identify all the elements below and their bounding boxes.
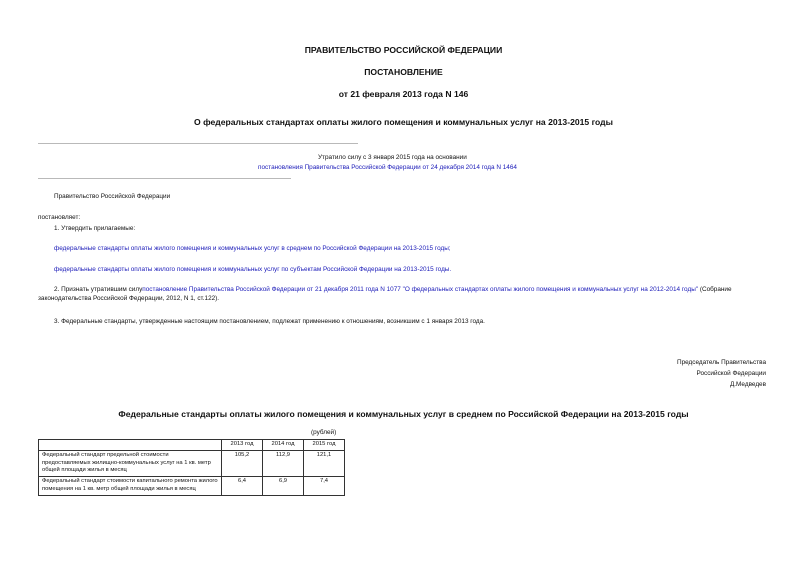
signature-position: Председатель Правительства <box>677 359 766 366</box>
table-cell: 6,9 <box>263 477 304 496</box>
table-cell: 112,9 <box>263 450 304 476</box>
item-1-text: 1. Утвердить прилагаемые: <box>54 225 136 232</box>
standards-table <box>38 439 345 496</box>
repeal-note: Утратило силу с 3 января 2015 года на основании <box>318 154 467 161</box>
table-header-blank <box>39 440 222 451</box>
annex-unit: (рублей) <box>311 429 337 436</box>
document-date-number: от 21 февраля 2013 года N 146 <box>338 89 469 99</box>
signature-block <box>677 357 766 390</box>
table-row-label: Федеральный стандарт предельной стоимости предоставляемых жилищно-коммунальных услуг на 1 кв. метр общей площади жилья в месяц <box>39 450 222 476</box>
intro-text: Правительство Российской Федерации <box>54 193 171 200</box>
signature-name: Д.Медведев <box>729 381 766 388</box>
note-top-divider <box>38 143 358 144</box>
note-bottom-divider <box>38 178 291 179</box>
table-row <box>39 477 345 496</box>
table-cell: 6,4 <box>222 477 263 496</box>
annex-title: Федеральные стандарты оплаты жилого помещения и коммунальных услуг в среднем по Российской Федерации на 2013-2015 годы <box>118 409 689 419</box>
table-cell: 105,2 <box>222 450 263 476</box>
table-cell: 121,1 <box>304 450 345 476</box>
signature-country: Российской Федерации <box>696 370 766 377</box>
item-2-suffix: (Собрание законодательства Российской Федерации, 2012, N 1, ст.122). <box>38 286 732 302</box>
government-heading: ПРАВИТЕЛЬСТВО РОССИЙСКОЙ ФЕДЕРАЦИИ <box>304 45 503 55</box>
item-2-prefix: 2. Признать утратившим силу <box>54 286 143 293</box>
standards-regions-link[interactable]: федеральные стандарты оплаты жилого помещения и коммунальных услуг по субъектам Российской Федерации на 2013-2015 годы. <box>54 266 452 273</box>
table-row-label: Федеральный стандарт стоимости капитального ремонта жилого помещения на 1 кв. метр общей площади жилья в месяц <box>39 477 222 496</box>
document-type: ПОСТАНОВЛЕНИЕ <box>364 67 443 77</box>
item-2-paragraph <box>38 286 773 303</box>
table-header-row <box>39 440 345 451</box>
table-header-cell: 2013 год <box>222 440 263 451</box>
table-header-cell: 2014 год <box>263 440 304 451</box>
repeal-link[interactable]: постановления Правительства Российской Федерации от 24 декабря 2014 года N 1464 <box>258 164 517 171</box>
item-3-text: 3. Федеральные стандарты, утвержденные настоящим постановлением, подлежат применению к отношениям, возникшим с 1 января 2013 года. <box>54 318 485 325</box>
table-header-cell: 2015 год <box>304 440 345 451</box>
decides-text: постановляет: <box>38 214 81 221</box>
table-row <box>39 450 345 476</box>
table-cell: 7,4 <box>304 477 345 496</box>
standards-average-link[interactable]: федеральные стандарты оплаты жилого помещения и коммунальных услуг в среднем по Российской Федерации на 2013-2015 годы; <box>54 245 451 252</box>
document-title: О федеральных стандартах оплаты жилого помещения и коммунальных услуг на 2013-2015 годы <box>194 117 613 127</box>
repealed-resolution-link[interactable]: постановление Правительства Российской Федерации от 21 декабря 2011 года N 1077 "О федеральных стандартах оплаты жилого помещения и коммунальных услуг на 2012-2014 годы" <box>142 286 699 293</box>
